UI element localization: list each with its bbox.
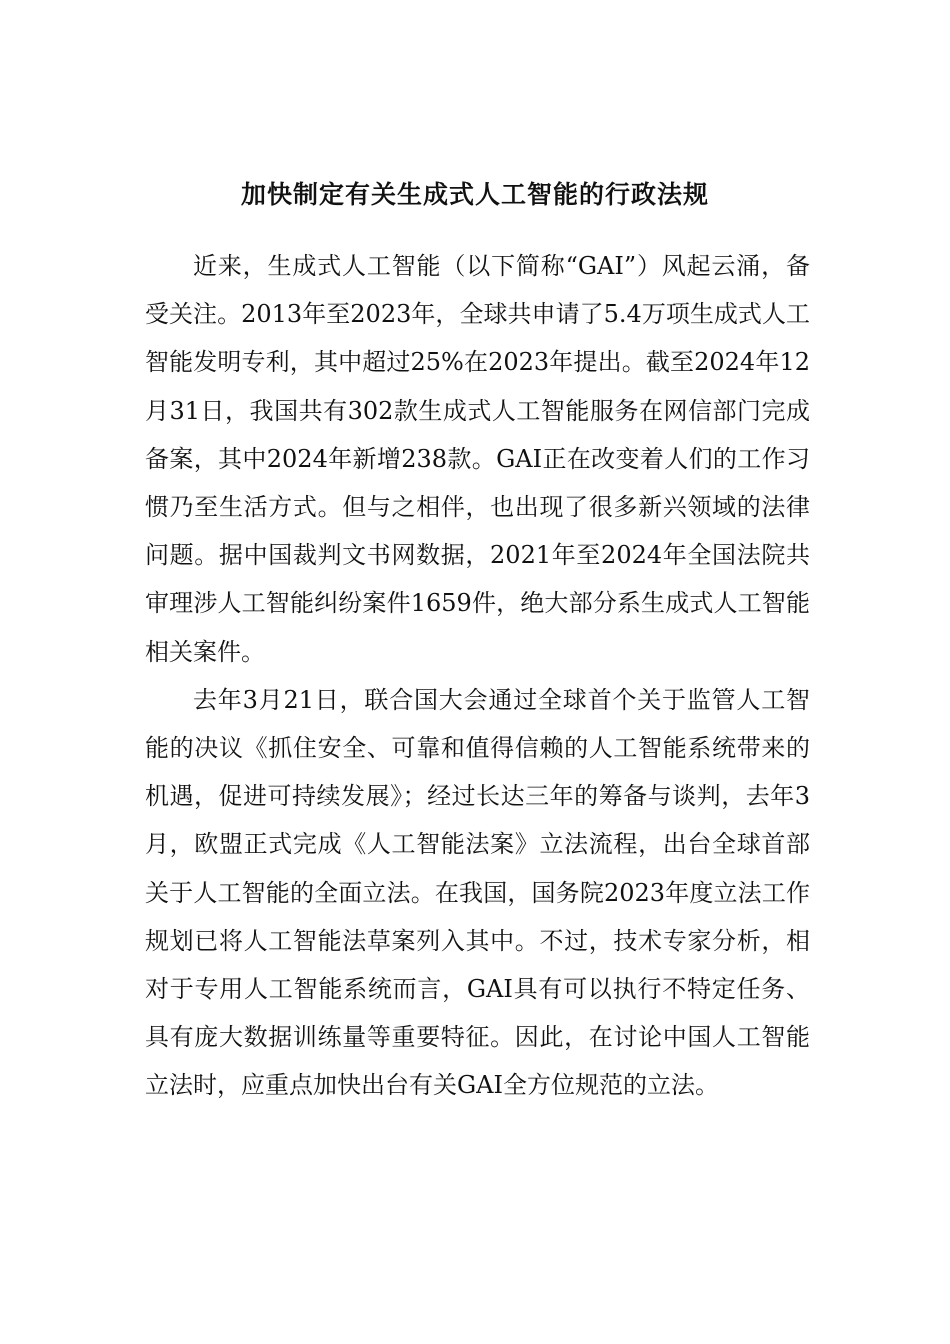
paragraph-1: 近来，生成式人工智能（以下简称“GAI”）风起云涌，备受关注。2013年至2023年，全球共申请了5.4万项生成式人工智能发明专利，其中超过25%在2023年提出。截至2024年12月31日，我国共有302款生成式人工智能服务在网信部门完成备案，其中2024年新增238款。GAI正在改变着人们的工作习惯乃至生活方式。但与之相伴，也出现了很多新兴领域的法律问题。据中国裁判文书网数据，2021年至2024年全国法院共审理涉人工智能纠纷案件1659件，绝大部分系生成式人工智能相关案件。	[145, 252, 810, 666]
document-title: 加快制定有关生成式人工智能的行政法规	[240, 179, 709, 209]
document-body	[145, 242, 810, 1110]
paragraph-2: 去年3月21日，联合国大会通过全球首个关于监管人工智能的决议《抓住安全、可靠和值得信赖的人工智能系统带来的机遇，促进可持续发展》；经过长达三年的筹备与谈判，去年3月，欧盟正式完成《人工智能法案》立法流程，出台全球首部关于人工智能的全面立法。在我国，国务院2023年度立法工作规划已将人工智能法草案列入其中。不过，技术专家分析，相对于专用人工智能系统而言，GAI具有可以执行不特定任务、具有庞大数据训练量等重要特征。因此，在讨论中国人工智能立法时，应重点加快出台有关GAI全方位规范的立法。	[145, 685, 810, 1100]
